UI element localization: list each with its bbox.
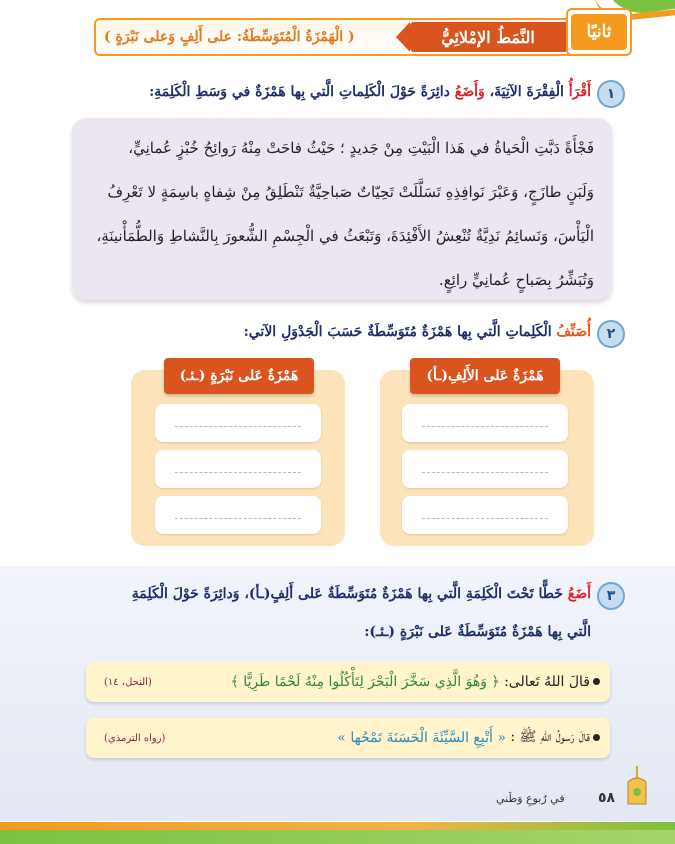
nabra-answer-slot-3[interactable] bbox=[155, 496, 321, 534]
q3-verb-place: أَضَعُ bbox=[567, 586, 591, 602]
section-tab bbox=[566, 8, 632, 56]
hadith-reference: (رواه الترمذي) bbox=[104, 732, 166, 744]
question-1-instruction bbox=[149, 84, 591, 100]
passage-line-4: وَتُبَشِّرُ بِصَباحٍ عُمانِيٍّ رائِعٍ. bbox=[438, 271, 594, 289]
pattern-title: النَّمَطُ الإمْلائِيُّ bbox=[410, 22, 566, 52]
book-title-footer: في رُبوعِ وَطَني bbox=[496, 792, 565, 805]
hadith-box bbox=[86, 718, 610, 758]
hadith-text: « أَتْبِعِ السَّيِّئَةَ الْحَسَنَةَ تَمْحُها » bbox=[337, 730, 506, 746]
quran-verse-box bbox=[86, 662, 610, 702]
q1-verb-read: أَقْرَأُ bbox=[568, 84, 591, 100]
q1-verb-place: وَأَضَعُ bbox=[454, 84, 485, 100]
quran-reference: (النحل، ١٤) bbox=[104, 676, 152, 688]
q3-text-line1: خَطًّا تَحْتَ الْكَلِمَةِ الَّتي بِها هَمْزَةٌ مُتَوَسِّطَةٌ عَلى أَلِفٍ(ـأ)، وَدائِرَةً حَوْلَ الْكَلِمَةِ bbox=[131, 586, 563, 602]
passage-line-1: فَجْأَةً دَبَّتِ الْحَياةُ في هَذا الْبَيْتِ مِنْ جَديدٍ ؛ حَيْثُ فاحَتْ مِنْهُ رَوائِحُ خُبْزٍ عُمانِيٍّ، bbox=[128, 139, 594, 157]
table-hamza-on-alif-header: هَمْزَةٌ عَلى الأَلِفِ(ـأ) bbox=[410, 358, 560, 394]
passage-box bbox=[72, 118, 612, 300]
series-logo-icon bbox=[622, 764, 652, 812]
question-number-3: ٣ bbox=[597, 582, 625, 610]
q2-text: الْكَلِماتِ الَّتي بِها هَمْزَةٌ مُتَوَسِّطَةٌ حَسَبَ الْجَدْوَلِ الآتي: bbox=[243, 324, 552, 340]
quran-intro: قالَ اللهُ تَعالى: bbox=[504, 674, 590, 690]
q1-text-part2: دائِرَةً حَوْلَ الْكَلِماتِ الَّتي بِها هَمْزَةٌ في وَسَطِ الْكَلِمَةِ: bbox=[149, 84, 450, 100]
page-number: ٥٨ bbox=[598, 790, 616, 806]
question-3-instruction-line1 bbox=[132, 586, 591, 602]
question-3-instruction-line2: الَّتي بِها هَمْزَةٌ مُتَوَسِّطَةٌ عَلى نَبْرَةٍ (ـئـ): bbox=[364, 624, 591, 640]
header-subtitle: ( الْهَمْزَةُ الْمُتَوَسِّطَةُ: على أَلِفٍ وَعلى نَبْرَةٍ ) bbox=[104, 29, 355, 45]
question-number-1: ١ bbox=[597, 80, 625, 108]
section-tab-label: ثانيًا bbox=[571, 14, 627, 50]
footer-stripe-orange bbox=[0, 822, 675, 830]
passage-line-3: الْيَأْسَ، وَنَسائِمُ نَدِيَّةٌ تُنْعِشُ الأَفْئِدَةَ، وَتَبْعَثُ في الْجِسْمِ الشُّعورَ بِالنَّشاطِ وَالطُّمَأْنينَةِ، bbox=[96, 227, 594, 245]
table-hamza-on-nabra-header: هَمْزَةٌ عَلى نَبْرَةٍ (ـئـ) bbox=[164, 358, 314, 394]
alif-answer-slot-2[interactable] bbox=[402, 450, 568, 488]
passage-line-2: وَلَبَنٍ طازَجٍ، وَعَبْرَ نَوافِذِهِ تَسَلَّلَتْ تَحِيّاتٌ صَباحِيَّةٌ تَنْطَلِقُ مِنْ شِفاهٍ باسِمَةٍ لا تَعْرِفُ bbox=[107, 183, 594, 201]
question-2-instruction bbox=[244, 324, 591, 340]
alif-answer-slot-3[interactable] bbox=[402, 496, 568, 534]
bullet-icon bbox=[593, 734, 600, 741]
alif-answer-slot-1[interactable] bbox=[402, 404, 568, 442]
bullet-icon bbox=[593, 678, 600, 685]
q1-text-part1: الْفِقْرَةَ الآتِيَةَ، bbox=[489, 84, 564, 100]
q2-verb-classify: أُصَنِّفُ bbox=[556, 324, 591, 340]
hadith-intro: قالَ رَسولُ اللهِ ﷺ : bbox=[510, 729, 590, 745]
quran-line bbox=[231, 662, 590, 702]
footer-stripe-green bbox=[0, 830, 675, 844]
question-number-2: ٢ bbox=[597, 320, 625, 348]
quran-text: ﴿ وَهُوَ الَّذِي سَخَّرَ الْبَحْرَ لِتَأْكُلُوا مِنْهُ لَحْمًا طَرِيًّا ﴾ bbox=[230, 674, 500, 690]
nabra-answer-slot-2[interactable] bbox=[155, 450, 321, 488]
hadith-line bbox=[337, 718, 590, 758]
nabra-answer-slot-1[interactable] bbox=[155, 404, 321, 442]
